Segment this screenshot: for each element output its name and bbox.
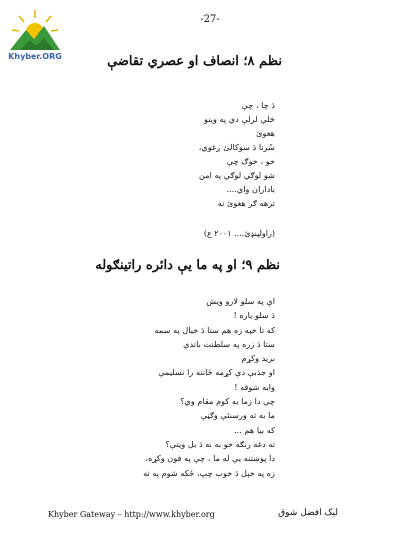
poem-line: شو لوګي لوګي په امن	[199, 170, 275, 180]
poem-line: زه په خپل دَ خوب چپ، ځکه شوم په ته	[143, 467, 275, 478]
footer-author: ليک افضل شوق	[278, 508, 338, 518]
poem-line: او جذبې دې کړمه ځانته را تسليمې	[158, 367, 275, 378]
poem-line: دا پوښتنه يې له ما ، چې په فون وکړه،	[145, 453, 275, 464]
poem-line: باداران واي....	[226, 184, 275, 194]
poem-line: ته دغه رنګه خو به نه دَ بل ويتې؟	[165, 438, 275, 449]
poem1-body	[75, 98, 275, 210]
footer-site: Khyber Gateway – http://www.khyber.org	[48, 510, 215, 519]
poem2-body	[55, 294, 275, 480]
poem-line: که تا خپه زه هم ستا دَ خيال په سمه	[154, 324, 275, 335]
poem-line: ما به ته ورسنئې وګڼې	[200, 410, 275, 421]
poem-line: دَ سلو باره !	[233, 310, 275, 321]
poem-line: دَ چا ، چې	[241, 100, 275, 110]
poem1-date: (راولپنډئ.... ۲۰۰۱ ع)	[203, 229, 275, 238]
poem-line: هغوئ	[256, 128, 275, 138]
poem-line: ستا دَ زره په سلطنت باندې	[183, 338, 275, 349]
poem-line: چې دا زما به کوم مقام وي؟	[180, 396, 275, 407]
poem-line: څلې لرلې دي په وينو	[204, 114, 275, 124]
poem-line: وايه شوقه !	[234, 381, 275, 392]
poem1-title: نظم ۸؛ انصاف او عصري تقاضې	[107, 54, 282, 69]
poem-line: اې په سلو لارو ويش	[206, 296, 275, 306]
poem2-title: نظم ۹؛ او په ما يې دائره راتينګوله	[95, 258, 280, 273]
poem-line: بريد وکړم	[241, 353, 275, 364]
poem-line: سُرنا دَ سوکالئ ږغوي،	[198, 142, 275, 152]
logo-caption: Khyber.ORG	[8, 52, 62, 61]
poem-line: خو ، خوګ چې	[226, 156, 275, 166]
poem-line: که بيا هم ...	[234, 424, 275, 435]
page-number: -27-	[200, 14, 220, 25]
poem-line: ترهه ګر هغوئ نه	[217, 198, 275, 208]
